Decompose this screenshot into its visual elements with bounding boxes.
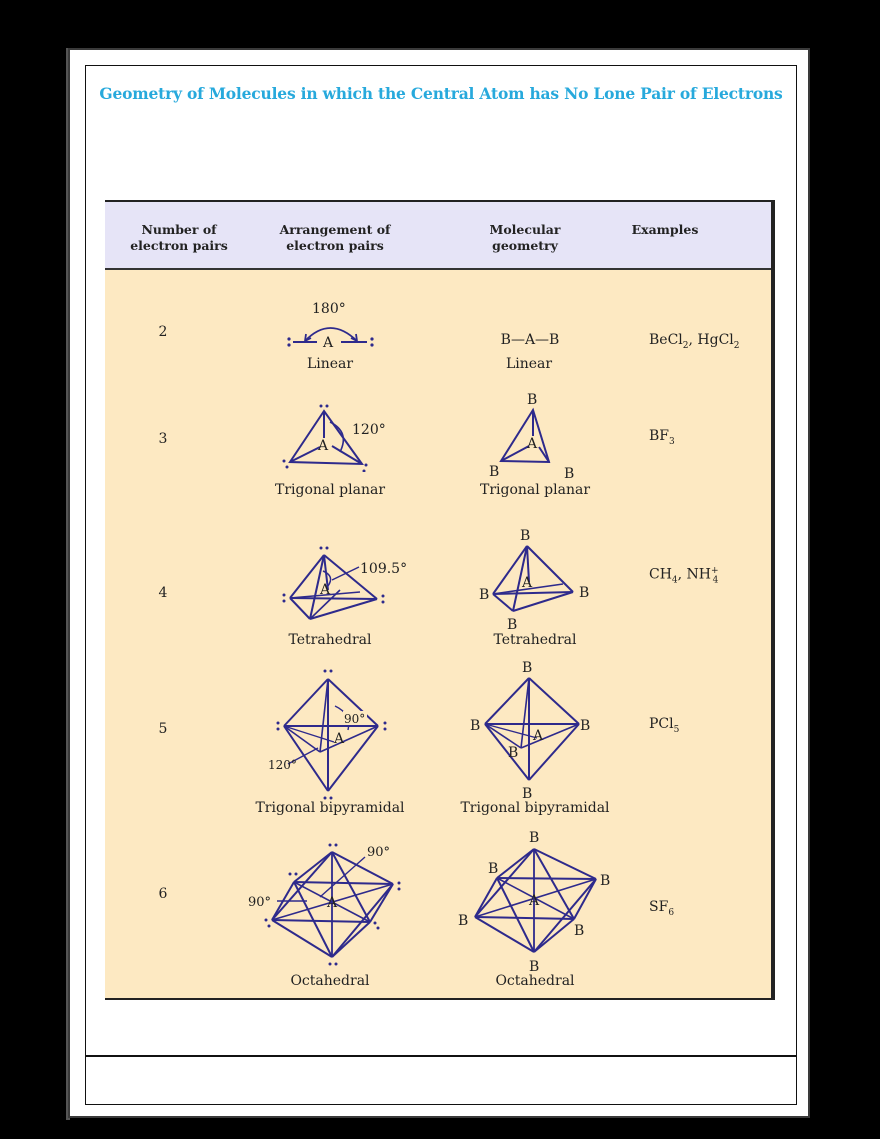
example-formula: , HgCl <box>688 332 734 348</box>
subscript: 3 <box>669 436 675 447</box>
arrangement-label-trigonal-bipyramidal: Trigonal bipyramidal <box>255 800 405 816</box>
header-line: electron pairs <box>130 238 228 253</box>
svg-text:B: B <box>479 587 490 603</box>
svg-text:A: A <box>327 895 338 911</box>
examples-linear <box>649 332 779 351</box>
row-pairs-4: 4 <box>158 585 168 601</box>
svg-text:B: B <box>520 528 531 544</box>
row-pairs-2: 2 <box>158 324 168 340</box>
subscript: 2 <box>682 340 689 351</box>
svg-text:109.5°: 109.5° <box>360 561 408 577</box>
geometry-label-trigonal-planar: Trigonal planar <box>479 482 591 498</box>
header-line: Arrangement of <box>279 222 391 237</box>
example-formula: PCl <box>649 716 674 732</box>
examples-tetrahedral <box>649 566 759 585</box>
row-pairs-5: 5 <box>158 721 168 737</box>
geometry-label-tetrahedral: Tetrahedral <box>493 632 577 648</box>
header-number-of-pairs <box>113 222 245 254</box>
trigonal-bipyramidal-arrangement-diagram <box>260 664 410 809</box>
header-line: Examples <box>631 222 699 237</box>
example-formula: BeCl <box>649 332 683 348</box>
octahedral-arrangement-diagram <box>245 832 415 972</box>
tetrahedral-arrangement-diagram <box>280 542 420 622</box>
svg-text:B: B <box>489 464 500 480</box>
svg-text:180°: 180° <box>312 301 346 317</box>
header-line: Molecular <box>489 222 561 237</box>
footer-divider <box>85 1055 797 1057</box>
row-pairs-6: 6 <box>158 886 168 902</box>
svg-text:B: B <box>579 585 590 601</box>
table-header <box>105 202 771 270</box>
example-formula: , NH <box>677 566 712 583</box>
svg-text:B: B <box>564 466 575 480</box>
arrangement-label-trigonal-planar: Trigonal planar <box>274 482 386 498</box>
arrangement-label-octahedral: Octahedral <box>290 973 370 989</box>
svg-text:A: A <box>533 728 544 744</box>
examples-trigonal-planar <box>649 428 749 447</box>
svg-text:90°: 90° <box>367 845 391 860</box>
svg-text:B: B <box>458 913 469 929</box>
header-line: electron pairs <box>286 238 384 253</box>
arrangement-label-tetrahedral: Tetrahedral <box>288 632 372 648</box>
svg-text:B: B <box>580 718 591 734</box>
svg-text:B: B <box>507 617 518 633</box>
geometry-label-trigonal-bipyramidal: Trigonal bipyramidal <box>460 800 610 816</box>
svg-text:B: B <box>600 873 611 889</box>
svg-text:120°: 120° <box>352 422 386 438</box>
header-molecular-geometry <box>465 222 585 254</box>
svg-text:90°: 90° <box>248 895 272 910</box>
subscript: 4 <box>671 575 678 586</box>
examples-octahedral <box>649 899 749 918</box>
geometry-label-linear: Linear <box>505 356 553 372</box>
subscript: 2 <box>733 340 740 351</box>
octahedral-geometry-diagram <box>450 827 620 977</box>
trigonal-planar-arrangement-diagram <box>280 402 395 472</box>
row-pairs-3: 3 <box>158 431 168 447</box>
geometry-table <box>105 200 775 1000</box>
linear-arrangement-diagram <box>275 297 385 357</box>
trigonal-bipyramidal-geometry-diagram <box>465 656 600 802</box>
svg-text:B: B <box>529 830 540 846</box>
subscript: 4 <box>712 575 719 586</box>
svg-text:B: B <box>527 392 538 408</box>
example-formula: BF <box>649 428 670 444</box>
trigonal-planar-geometry-diagram <box>485 390 585 480</box>
example-formula: SF <box>649 899 669 915</box>
svg-text:90°: 90° <box>344 712 366 726</box>
svg-text:A: A <box>323 335 334 351</box>
svg-text:120°: 120° <box>268 758 297 772</box>
svg-text:B: B <box>488 861 499 877</box>
svg-text:B: B <box>574 923 585 939</box>
geometry-label-octahedral: Octahedral <box>495 973 575 989</box>
header-arrangement <box>265 222 405 254</box>
svg-text:A: A <box>318 438 329 454</box>
subscript: 5 <box>673 724 680 735</box>
header-line: geometry <box>492 238 558 253</box>
header-line: Number of <box>141 222 217 237</box>
geometry-formula-linear: B—A—B <box>500 332 560 348</box>
svg-text:A: A <box>334 731 345 747</box>
svg-text:B: B <box>508 745 519 761</box>
svg-text:B: B <box>470 718 481 734</box>
svg-text:A: A <box>527 436 538 452</box>
svg-text:A: A <box>522 575 533 591</box>
examples-trigonal-bipyramidal <box>649 716 749 735</box>
svg-text:B: B <box>529 959 540 975</box>
svg-text:B: B <box>522 786 533 802</box>
subscript: 6 <box>668 907 675 918</box>
svg-text:A: A <box>529 893 540 909</box>
superscript: + <box>711 566 719 576</box>
header-examples <box>615 222 715 238</box>
document-title: Geometry of Molecules in which the Central Atom has No Lone Pair of Electrons <box>99 84 783 103</box>
svg-text:B: B <box>522 660 533 676</box>
arrangement-label-linear: Linear <box>306 356 354 372</box>
example-formula: CH <box>649 566 672 583</box>
tetrahedral-geometry-diagram <box>475 524 605 634</box>
svg-text:A: A <box>320 582 331 598</box>
